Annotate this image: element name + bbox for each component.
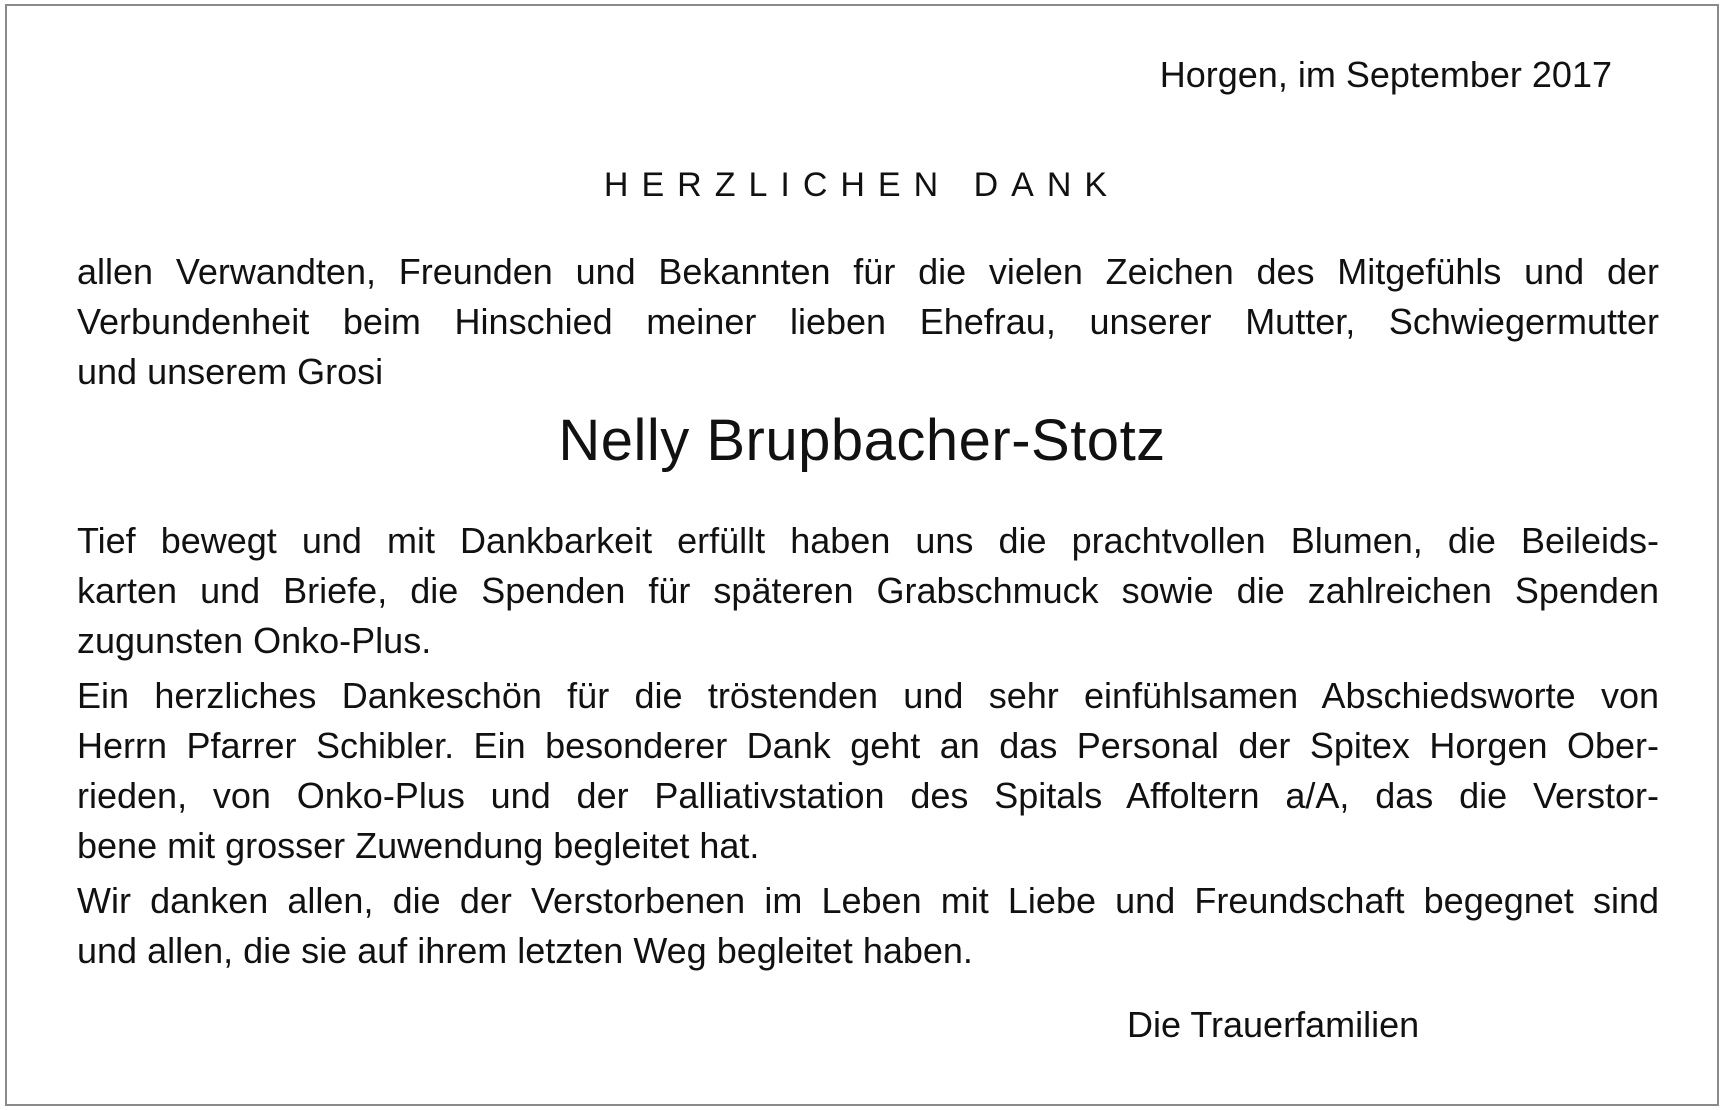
notice-frame	[5, 4, 1719, 1106]
paragraph-line: Wir danken allen, die der Verstorbenen im Leben mit Liebe und Freundschaft begegnet sind	[77, 880, 1659, 921]
paragraph-line: rieden, von Onko-Plus und der Palliativstation des Spitals Affoltern a/A, das die Verstor-	[77, 775, 1659, 816]
paragraph-line: Ein herzliches Dankeschön für die tröstenden und sehr einfühlsamen Abschiedsworte von	[77, 675, 1659, 716]
intro-line: Verbundenheit beim Hinschied meiner lieben Ehefrau, unserer Mutter, Schwiegermutter	[77, 301, 1659, 342]
paragraph-line: zugunsten Onko-Plus.	[77, 620, 432, 661]
paragraph-line: Tief bewegt und mit Dankbarkeit erfüllt haben uns die prachtvollen Blumen, die Beileids-	[77, 520, 1659, 561]
notice-heading: HERZLICHEN DANK	[603, 166, 1121, 204]
paragraph-line: bene mit grosser Zuwendung begleitet hat.	[77, 825, 760, 866]
deceased-name: Nelly Brupbacher-Stotz	[558, 408, 1166, 473]
signature: Die Trauerfamilien	[1127, 1004, 1420, 1045]
dateline: Horgen, im September 2017	[1159, 54, 1612, 95]
paragraph-flowers	[77, 516, 1659, 666]
paragraph-line: Herrn Pfarrer Schibler. Ein besonderer Dank geht an das Personal der Spitex Horgen Ober-	[77, 725, 1659, 766]
intro-line: und unserem Grosi	[77, 351, 384, 392]
paragraph-line: und allen, die sie auf ihrem letzten Weg begleitet haben.	[77, 930, 973, 971]
intro-paragraph	[77, 247, 1659, 397]
paragraph-thanks	[77, 671, 1659, 871]
intro-line: allen Verwandten, Freunden und Bekannten für die vielen Zeichen des Mitgefühls und der	[77, 251, 1659, 292]
paragraph-line: karten und Briefe, die Spenden für späteren Grabschmuck sowie die zahlreichen Spenden	[77, 570, 1659, 611]
paragraph-closing	[77, 876, 1659, 976]
